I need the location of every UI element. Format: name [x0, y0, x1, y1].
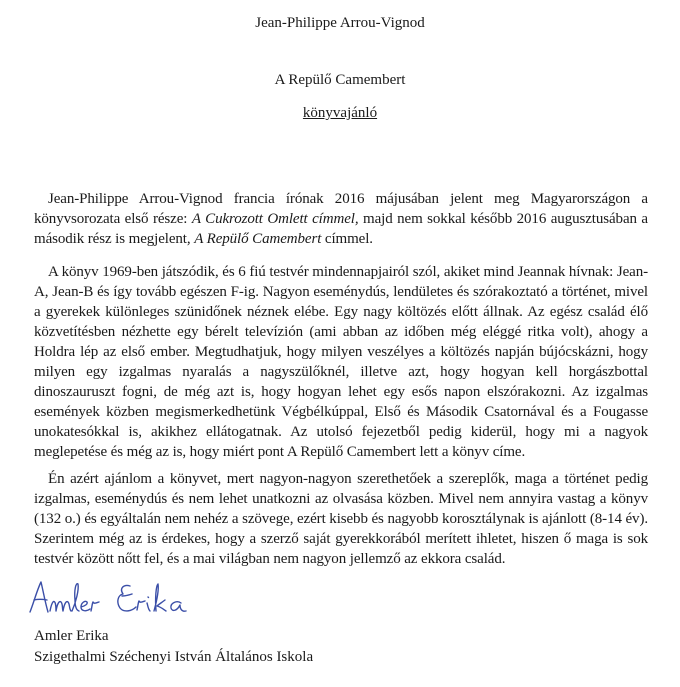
book-title: A Repülő Camembert: [274, 72, 406, 88]
plot-paragraph: A könyv 1969-ben játszódik, és 6 fiú testvér mindennapjairól szól, akiket mind Jeannak hívnak: Jean-A, Jean-B és így tovább egészen F-ig. Nagyon eseménydús, lendületes és szórakoztató a történet, mivel a gyerekek különleges szünidőnek néznek elébe. Egy nagy költözés előtt állnak. Az egész család élő közvetítésben nézhette egy bérelt televízión (ami abban az időben még eléggé ritka volt), ahogy a Holdra lép az első ember. Megtudhatjuk, hogy milyen veszélyes a költözés napján bújócskázni, hogy milyen egy izgalmas nyaralás a nagyszülőknél, illetve azt, hogy hogyan kell horgászbottal dinoszauruszt fogni, de még azt is, hogy hogyan lehet egy esős napon elszórakozni. Az izgalmas események közben megismerkedhetünk Végbélkúppal, Első és Második Csatornával és a Fougasse unokatesókkal is, akikhez ellátogatnak. Az utolsó fejezetből pedig kiderül, hogy mi a nagyok meglepetése és még az is, hogy miért pont A Repülő Camembert lett a könyv címe.: [34, 264, 648, 460]
handwritten-signature: [24, 578, 224, 618]
second-book-title: A Repülő Camembert: [194, 231, 322, 247]
intro-paragraph: [34, 189, 648, 249]
signer-name: Amler Erika: [34, 628, 109, 644]
intro-text-2: majd nem sokkal később 2016 augusztusában a második rész is megjelent,: [34, 211, 648, 247]
document-type-label: könyvajánló: [302, 105, 378, 121]
recommendation-paragraph: Én azért ajánlom a könyvet, mert nagyon-nagyon szerethetőek a szereplők, maga a történet pedig izgalmas, eseménydús és nem lehet unatkozni az olvasása közben. Mivel nem annyira vastag a könyv (132 o.) és egyáltalán nem nehéz a szövege, ezért kisebb és nagyobb korosztálynak is ajánlott (8-14 év). Szerintem még az is érdekes, hogy a szerző saját gyerekkorából merített ihletet, hiszen ő maga is sok testvér között nőtt fel, és a mai világban nem nagyon jellemző az ekkora család.: [34, 471, 648, 567]
intro-text-1: Jean-Philippe Arrou-Vignod francia írónak 2016 májusában jelent meg Magyarországon a könyvsorozata első része:: [34, 191, 648, 227]
signature-drawing: [24, 578, 224, 618]
signer-school: Szigethalmi Széchenyi István Általános Iskola: [34, 649, 314, 665]
intro-text-3: címmel.: [321, 231, 373, 247]
author-heading: Jean-Philippe Arrou-Vignod: [255, 15, 425, 31]
first-book-title: A Cukrozott Omlett címmel,: [191, 211, 359, 227]
